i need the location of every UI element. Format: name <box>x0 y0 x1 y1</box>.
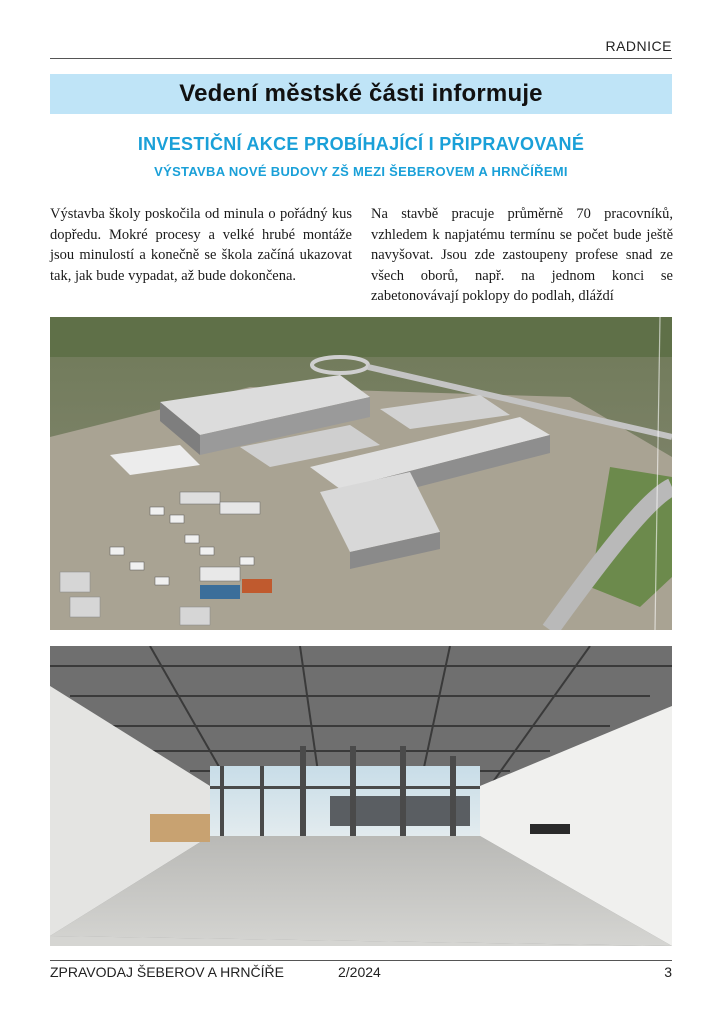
bottom-rule <box>50 960 672 961</box>
article-column-right: Na stavbě pracuje průměrně 70 pracovníků, vzhledem k napjatému termínu se počet bude ještě navyšovat. Jsou zde zastoupeny profese snad ze všech oborů, např. na jednom konci se zabetonovávají poklopy do podlah, dláždí <box>371 206 673 304</box>
section-banner <box>50 74 672 114</box>
footer-publication: ZPRAVODAJ ŠEBEROV A HRNČÍŘE <box>50 964 284 980</box>
footer-issue: 2/2024 <box>338 964 381 980</box>
section-label: RADNICE <box>605 38 672 54</box>
aerial-construction-photo <box>50 317 672 630</box>
interior-construction-photo <box>50 646 672 946</box>
article-column-left: Výstavba školy poskočila od minula o pořádný kus dopředu. Mokré procesy a velké hrubé montáže jsou minulostí a konečně se škola začíná ukazovat tak, jak bude vypadat, až bude dokončena. <box>50 206 352 284</box>
article-headline: INVESTIČNÍ AKCE PROBÍHAJÍCÍ I PŘIPRAVOVANÉ <box>137 134 585 154</box>
banner-title: Vedení městské části informuje <box>179 80 543 107</box>
page-number: 3 <box>664 964 672 980</box>
top-rule <box>50 58 672 59</box>
article-subheadline: VÝSTAVBA NOVÉ BUDOVY ZŠ MEZI ŠEBEROVEM A HRNČÍŘEMI <box>154 164 568 179</box>
